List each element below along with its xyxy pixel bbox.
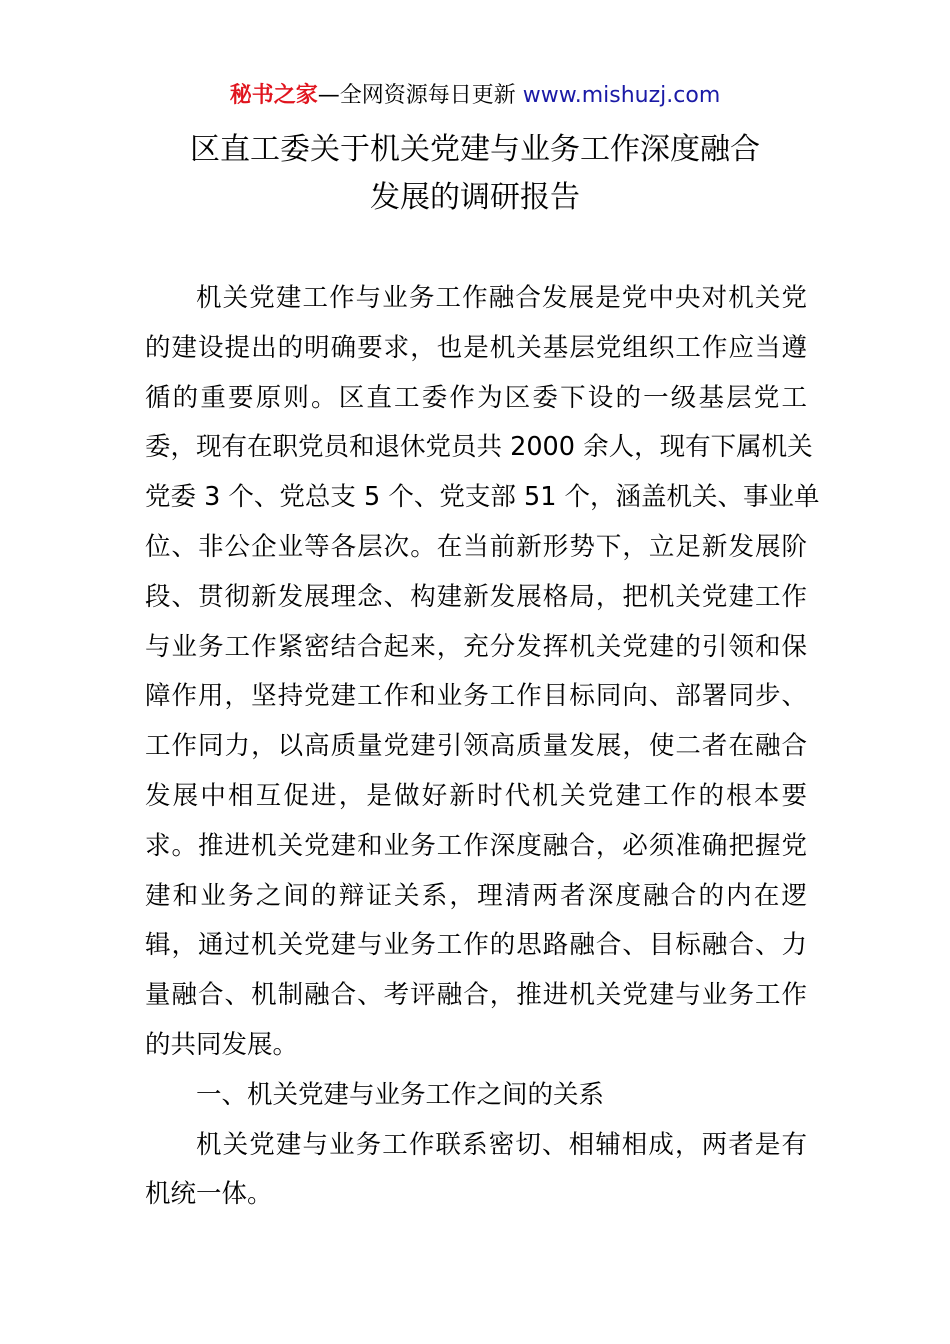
text-line: 机关党建工作与业务工作融合发展是党中央对机关党 bbox=[196, 283, 807, 313]
text-line: 党委 3 个、党总支 5 个、党支部 51 个，涵盖机关、事业单 bbox=[145, 482, 820, 513]
text-line: 机统一体。 bbox=[145, 1179, 273, 1210]
text-line: 的建设提出的明确要求，也是机关基层党组织工作应当遵 bbox=[145, 332, 807, 363]
text-line: 障作用，坚持党建工作和业务工作目标同向、部署同步、 bbox=[145, 681, 807, 712]
text-line: 建和业务之间的辩证关系，理清两者深度融合的内在逻 bbox=[145, 880, 807, 911]
banner-tagline: —全网资源每日更新 bbox=[317, 83, 523, 108]
document-title-line-1: 区直工委关于机关党建与业务工作深度融合 bbox=[190, 132, 760, 167]
text-line: 与业务工作紧密结合起来，充分发挥机关党建的引领和保 bbox=[145, 631, 807, 662]
paragraph-1 bbox=[145, 274, 820, 1071]
text-line: 机关党建与业务工作联系密切、相辅相成，两者是有 bbox=[196, 1129, 807, 1160]
text-line: 段、贯彻新发展理念、构建新发展格局，把机关党建工作 bbox=[145, 581, 807, 612]
paragraph-2 bbox=[145, 1121, 807, 1221]
text-line: 循的重要原则。区直工委作为区委下设的一级基层党工 bbox=[145, 382, 807, 413]
text-line: 发展中相互促进，是做好新时代机关党建工作的根本要 bbox=[145, 780, 807, 811]
site-url-link[interactable]: www.mishuzj.com bbox=[522, 83, 721, 108]
text-line: 辑，通过机关党建与业务工作的思路融合、目标融合、力 bbox=[145, 930, 807, 961]
text-line: 的共同发展。 bbox=[145, 1029, 299, 1060]
section-1-heading bbox=[145, 1071, 807, 1121]
text-line: 工作同力，以高质量党建引领高质量发展，使二者在融合 bbox=[145, 731, 807, 762]
section-heading-text: 一、机关党建与业务工作之间的关系 bbox=[196, 1079, 605, 1110]
text-line: 委，现有在职党员和退休党员共 2000 余人，现有下属机关 bbox=[145, 432, 813, 463]
document-title-line-2: 发展的调研报告 bbox=[370, 180, 580, 215]
text-line: 量融合、机制融合、考评融合，推进机关党建与业务工作 bbox=[145, 980, 807, 1011]
site-banner bbox=[0, 80, 950, 112]
text-line: 求。推进机关党建和业务工作深度融合，必须准确把握党 bbox=[145, 830, 807, 861]
document-body bbox=[145, 274, 820, 1220]
brand-name: 秘书之家 bbox=[229, 83, 318, 108]
text-line: 位、非公企业等各层次。在当前新形势下，立足新发展阶 bbox=[145, 531, 807, 562]
